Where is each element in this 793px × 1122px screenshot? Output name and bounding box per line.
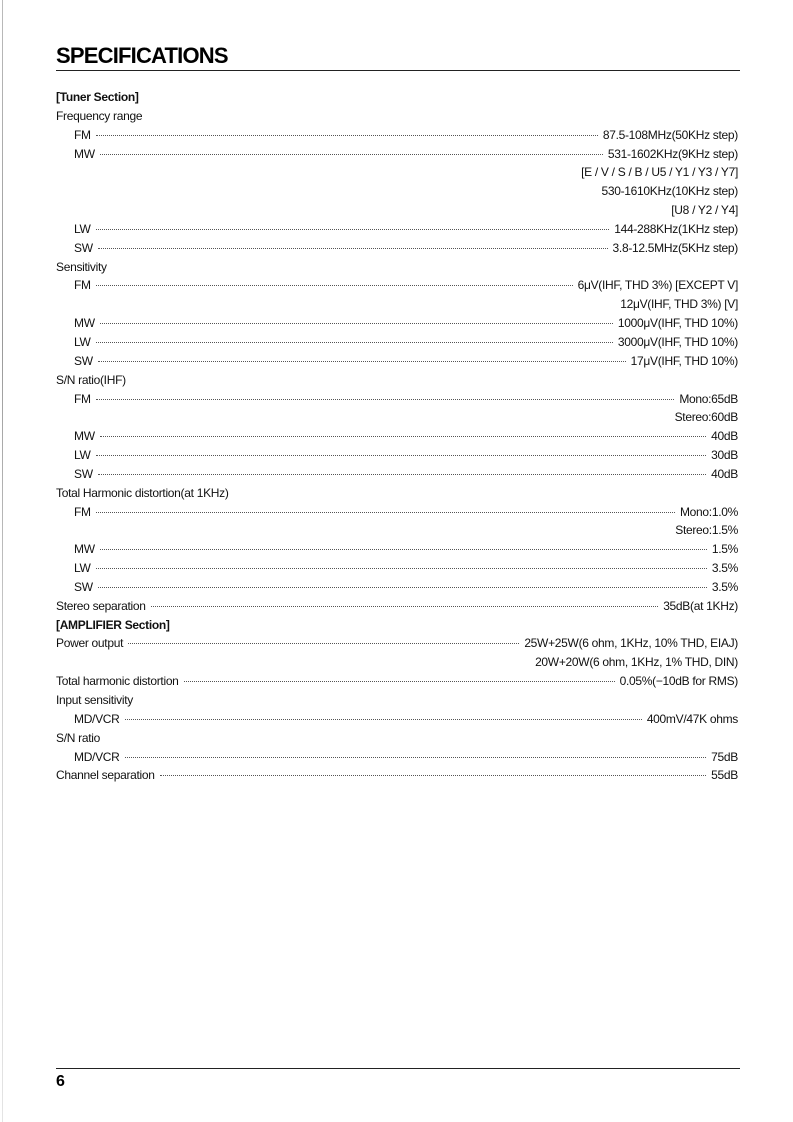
- spec-row-label: SW: [74, 579, 93, 594]
- spec-row-sens-fm: [56, 276, 738, 295]
- spec-row-label: Total harmonic distortion: [56, 674, 179, 689]
- footer-rule: [56, 1068, 740, 1069]
- spec-row-sens-lw: [56, 333, 738, 352]
- input-sensitivity-label: Input sensitivity: [56, 693, 133, 707]
- spec-row-thd-sw: [56, 578, 738, 597]
- spec-row-value: 1.5%: [711, 542, 738, 557]
- scan-edge: [2, 0, 3, 1122]
- spec-row-label: MD/VCR: [74, 749, 120, 764]
- spec-row-value: 400mV/47K ohms: [646, 711, 738, 726]
- spec-row-stereo-separation: [56, 597, 738, 616]
- spec-row-snr-fm: [56, 390, 738, 409]
- sn-ratio-ihf-label: S/N ratio(IHF): [56, 372, 126, 387]
- leader-dots: [98, 587, 707, 588]
- spec-continuation: 12μV(IHF, THD 3%) [V]: [620, 297, 738, 312]
- spec-row-sens-mw: [56, 314, 738, 333]
- spec-row-label: SW: [74, 353, 93, 368]
- spec-row-label: MW: [74, 542, 95, 557]
- spec-row-value: 144-288KHz(1KHz step): [614, 221, 738, 236]
- spec-row-label: Stereo separation: [56, 598, 146, 613]
- spec-row-value: 25W+25W(6 ohm, 1KHz, 10% THD, EIAJ): [524, 636, 738, 651]
- spec-row-value: 30dB: [711, 448, 738, 463]
- spec-list: [56, 88, 738, 785]
- leader-dots: [184, 681, 615, 682]
- spec-row-label: LW: [74, 334, 91, 349]
- spec-row-input-mdvcr: [56, 710, 738, 729]
- spec-row-snr-lw: [56, 446, 738, 465]
- spec-row-value: 87.5-108MHz(50KHz step): [602, 127, 738, 142]
- page-number: 6: [56, 1073, 65, 1090]
- spec-continuation: Stereo:1.5%: [675, 523, 738, 538]
- spec-row-snr-sw: [56, 465, 738, 484]
- leader-dots: [100, 549, 707, 550]
- spec-row-value: 0.05%(−10dB for RMS): [619, 674, 738, 689]
- leader-dots: [100, 323, 613, 324]
- spec-row-value: Mono:1.0%: [679, 504, 738, 519]
- spec-row-thd-mw: [56, 540, 738, 559]
- spec-row-label: MW: [74, 316, 95, 331]
- sensitivity-label: Sensitivity: [56, 259, 107, 274]
- spec-row-thd-fm: [56, 503, 738, 522]
- spec-row-thd-lw: [56, 559, 738, 578]
- spec-row-freq-mw: [56, 145, 738, 164]
- leader-dots: [96, 399, 675, 400]
- spec-continuation: [U8 / Y2 / Y4]: [671, 203, 738, 218]
- leader-dots: [160, 775, 706, 776]
- page-title: SPECIFICATIONS: [56, 43, 228, 68]
- spec-row-value: 3.8-12.5MHz(5KHz step): [612, 240, 738, 255]
- leader-dots: [96, 455, 707, 456]
- spec-row-label: FM: [74, 504, 91, 519]
- spec-row-value: 3.5%: [711, 561, 738, 576]
- spec-row-label: Channel separation: [56, 768, 155, 783]
- spec-row-label: MW: [74, 146, 95, 161]
- spec-row-value: 40dB: [711, 429, 738, 444]
- spec-row-value: 3.5%: [711, 579, 738, 594]
- leader-dots: [100, 436, 706, 437]
- spec-row-value: 1000μV(IHF, THD 10%): [617, 316, 738, 331]
- leader-dots: [98, 361, 626, 362]
- spec-row-label: LW: [74, 221, 91, 236]
- spec-row-channel-separation: [56, 766, 738, 785]
- spec-row-label: FM: [74, 278, 91, 293]
- spec-row-label: LW: [74, 561, 91, 576]
- leader-dots: [151, 606, 659, 607]
- spec-row-freq-fm: [56, 126, 738, 145]
- spec-row-sens-sw: [56, 352, 738, 371]
- amplifier-section-heading: [AMPLIFIER Section]: [56, 617, 170, 632]
- spec-row-snr-mw: [56, 427, 738, 446]
- spec-row-label: Power output: [56, 636, 124, 651]
- spec-continuation: 20W+20W(6 ohm, 1KHz, 1% THD, DIN): [535, 655, 738, 670]
- leader-dots: [98, 248, 608, 249]
- title-rule: [56, 70, 740, 71]
- spec-row-label: FM: [74, 391, 91, 406]
- spec-row-label: MW: [74, 429, 95, 444]
- frequency-range-label: Frequency range: [56, 108, 143, 123]
- spec-continuation: [E / V / S / B / U5 / Y1 / Y3 / Y7]: [581, 165, 738, 180]
- spec-row-value: 6μV(IHF, THD 3%) [EXCEPT V]: [577, 278, 738, 293]
- spec-row-value: 17μV(IHF, THD 10%): [630, 353, 738, 368]
- leader-dots: [96, 229, 610, 230]
- leader-dots: [128, 643, 519, 644]
- total-harmonic-distortion-label: Total Harmonic distortion(at 1KHz): [56, 485, 229, 500]
- spec-continuation: Stereo:60dB: [674, 410, 738, 425]
- leader-dots: [96, 512, 675, 513]
- leader-dots: [96, 285, 573, 286]
- amp-sn-ratio-label: S/N ratio: [56, 730, 100, 745]
- spec-row-value: 531-1602KHz(9KHz step): [607, 146, 738, 161]
- spec-row-label: SW: [74, 466, 93, 481]
- leader-dots: [125, 757, 707, 758]
- spec-row-value: Mono:65dB: [679, 391, 738, 406]
- spec-row-label: SW: [74, 240, 93, 255]
- spec-row-value: 3000μV(IHF, THD 10%): [617, 334, 738, 349]
- leader-dots: [96, 342, 613, 343]
- spec-continuation: 530-1610KHz(10KHz step): [601, 184, 738, 199]
- spec-row-snr-mdvcr: [56, 748, 738, 767]
- spec-row-amp-thd: [56, 672, 738, 691]
- spec-row-freq-lw: [56, 220, 738, 239]
- leader-dots: [98, 474, 706, 475]
- leader-dots: [96, 135, 598, 136]
- spec-row-value: 40dB: [711, 466, 738, 481]
- spec-row-value: 35dB(at 1KHz): [663, 598, 738, 613]
- tuner-section-heading: [Tuner Section]: [56, 90, 139, 104]
- leader-dots: [96, 568, 707, 569]
- spec-row-label: FM: [74, 127, 91, 142]
- spec-row-label: MD/VCR: [74, 711, 120, 726]
- spec-row-value: 75dB: [711, 749, 738, 764]
- spec-row-freq-sw: [56, 239, 738, 258]
- spec-row-value: 55dB: [711, 768, 738, 783]
- spec-row-power-output: [56, 634, 738, 653]
- spec-row-label: LW: [74, 448, 91, 463]
- leader-dots: [100, 154, 603, 155]
- leader-dots: [125, 719, 642, 720]
